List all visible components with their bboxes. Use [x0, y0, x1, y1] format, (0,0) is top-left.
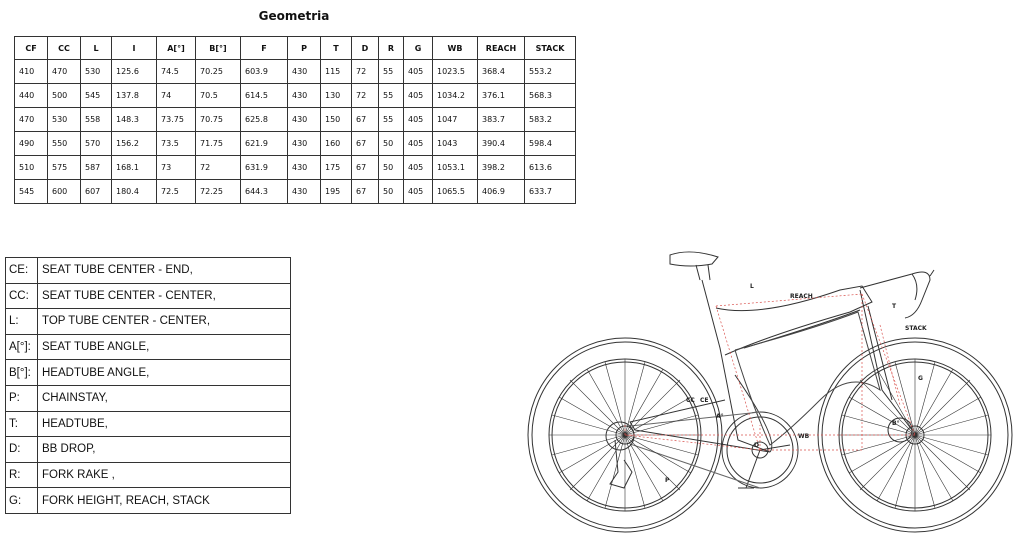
table-cell: 55 [379, 108, 404, 132]
table-cell: 1053.1 [433, 156, 478, 180]
column-header: G [404, 37, 433, 60]
table-cell: 568.3 [525, 84, 576, 108]
table-cell: 72.25 [196, 180, 241, 204]
table-cell: 72 [196, 156, 241, 180]
label-a: A° [716, 413, 724, 420]
table-cell: 55 [379, 60, 404, 84]
legend-row [6, 437, 291, 463]
table-cell: 383.7 [478, 108, 525, 132]
column-header: STACK [525, 37, 576, 60]
table-cell: 440 [15, 84, 48, 108]
legend-row [6, 258, 291, 284]
legend-description: SEAT TUBE ANGLE, [38, 334, 291, 360]
table-cell: 50 [379, 156, 404, 180]
table-cell: 72.5 [157, 180, 196, 204]
table-cell: 74.5 [157, 60, 196, 84]
table-cell: 195 [321, 180, 352, 204]
table-cell: 71.75 [196, 132, 241, 156]
table-cell: 600 [48, 180, 81, 204]
table-cell: 631.9 [241, 156, 288, 180]
legend-code: L: [6, 309, 38, 335]
table-cell: 430 [288, 156, 321, 180]
label-d: D [754, 442, 759, 449]
table-cell: 125.6 [112, 60, 157, 84]
table-cell: 625.8 [241, 108, 288, 132]
table-cell: 70.75 [196, 108, 241, 132]
legend-row [6, 360, 291, 386]
legend-row [6, 411, 291, 437]
table-cell: 67 [352, 180, 379, 204]
label-ce: CE [700, 397, 709, 404]
column-header: R [379, 37, 404, 60]
table-cell: 73.5 [157, 132, 196, 156]
table-cell: 405 [404, 108, 433, 132]
table-cell: 67 [352, 132, 379, 156]
table-cell: 72 [352, 60, 379, 84]
legend-code: A[°]: [6, 334, 38, 360]
legend-row [6, 283, 291, 309]
legend-row [6, 385, 291, 411]
table-cell: 410 [15, 60, 48, 84]
table-cell: 621.9 [241, 132, 288, 156]
table-cell: 55 [379, 84, 404, 108]
legend-code: CC: [6, 283, 38, 309]
table-row [15, 108, 576, 132]
table-row [15, 132, 576, 156]
table-cell: 545 [81, 84, 112, 108]
geometry-table-body [15, 60, 576, 204]
legend-description: HEADTUBE, [38, 411, 291, 437]
legend-description: BB DROP, [38, 437, 291, 463]
table-cell: 598.4 [525, 132, 576, 156]
column-header: WB [433, 37, 478, 60]
table-cell: 550 [48, 132, 81, 156]
table-cell: 530 [48, 108, 81, 132]
handlebar [860, 270, 934, 318]
table-cell: 607 [81, 180, 112, 204]
table-cell: 470 [48, 60, 81, 84]
table-cell: 545 [15, 180, 48, 204]
legend-description: HEADTUBE ANGLE, [38, 360, 291, 386]
legend-description: FORK RAKE , [38, 462, 291, 488]
table-cell: 430 [288, 132, 321, 156]
legend-row [6, 334, 291, 360]
table-cell: 160 [321, 132, 352, 156]
table-cell: 137.8 [112, 84, 157, 108]
column-header: P [288, 37, 321, 60]
table-cell: 644.3 [241, 180, 288, 204]
legend-description: FORK HEIGHT, REACH, STACK [38, 488, 291, 514]
table-cell: 67 [352, 108, 379, 132]
dimension-lines [625, 294, 915, 450]
label-g: G [918, 375, 923, 382]
label-p: P [665, 477, 670, 484]
column-header: A[°] [157, 37, 196, 60]
column-header: B[°] [196, 37, 241, 60]
legend-code: T: [6, 411, 38, 437]
table-cell: 70.25 [196, 60, 241, 84]
table-cell: 570 [81, 132, 112, 156]
table-cell: 376.1 [478, 84, 525, 108]
label-t: T [892, 303, 897, 310]
legend-code: D: [6, 437, 38, 463]
table-cell: 1047 [433, 108, 478, 132]
column-header: L [81, 37, 112, 60]
table-cell: 490 [15, 132, 48, 156]
table-row [15, 156, 576, 180]
table-cell: 583.2 [525, 108, 576, 132]
table-cell: 130 [321, 84, 352, 108]
legend-code: B[°]: [6, 360, 38, 386]
table-cell: 168.1 [112, 156, 157, 180]
label-wb: WB [798, 433, 810, 440]
table-cell: 50 [379, 180, 404, 204]
table-cell: 558 [81, 108, 112, 132]
legend-description: SEAT TUBE CENTER - END, [38, 258, 291, 284]
column-header: T [321, 37, 352, 60]
table-cell: 575 [48, 156, 81, 180]
table-cell: 368.4 [478, 60, 525, 84]
table-cell: 430 [288, 108, 321, 132]
table-cell: 73.75 [157, 108, 196, 132]
legend-code: CE: [6, 258, 38, 284]
page-title: Geometria [258, 9, 330, 23]
table-cell: 156.2 [112, 132, 157, 156]
column-header: REACH [478, 37, 525, 60]
label-stack: STACK [905, 325, 927, 332]
legend-row [6, 309, 291, 335]
table-cell: 633.7 [525, 180, 576, 204]
table-cell: 390.4 [478, 132, 525, 156]
legend-code: R: [6, 462, 38, 488]
table-cell: 614.5 [241, 84, 288, 108]
geometry-header-row [15, 37, 576, 60]
label-cc: CC [686, 397, 695, 404]
table-cell: 1023.5 [433, 60, 478, 84]
column-header: I [112, 37, 157, 60]
column-header: CF [15, 37, 48, 60]
table-cell: 74 [157, 84, 196, 108]
legend-code: P: [6, 385, 38, 411]
table-cell: 587 [81, 156, 112, 180]
table-cell: 180.4 [112, 180, 157, 204]
table-cell: 430 [288, 180, 321, 204]
table-cell: 1065.5 [433, 180, 478, 204]
table-cell: 430 [288, 60, 321, 84]
table-cell: 150 [321, 108, 352, 132]
geometry-table [14, 36, 576, 204]
table-cell: 500 [48, 84, 81, 108]
legend-code: G: [6, 488, 38, 514]
table-row [15, 60, 576, 84]
frame-outline [630, 280, 912, 452]
legend-table [5, 257, 291, 514]
table-cell: 613.6 [525, 156, 576, 180]
table-cell: 1034.2 [433, 84, 478, 108]
column-header: D [352, 37, 379, 60]
column-header: F [241, 37, 288, 60]
table-row [15, 84, 576, 108]
table-cell: 405 [404, 180, 433, 204]
label-L: L [750, 283, 754, 290]
column-header: CC [48, 37, 81, 60]
table-cell: 406.9 [478, 180, 525, 204]
table-cell: 175 [321, 156, 352, 180]
legend-description: TOP TUBE CENTER - CENTER, [38, 309, 291, 335]
table-row [15, 180, 576, 204]
table-cell: 405 [404, 132, 433, 156]
table-cell: 148.3 [112, 108, 157, 132]
table-cell: 405 [404, 156, 433, 180]
legend-row [6, 488, 291, 514]
table-cell: 553.2 [525, 60, 576, 84]
table-cell: 510 [15, 156, 48, 180]
table-cell: 67 [352, 156, 379, 180]
saddle [670, 252, 718, 280]
legend-description: CHAINSTAY, [38, 385, 291, 411]
table-cell: 115 [321, 60, 352, 84]
table-cell: 398.2 [478, 156, 525, 180]
table-cell: 405 [404, 84, 433, 108]
bike-geometry-diagram [520, 240, 1020, 540]
table-cell: 70.5 [196, 84, 241, 108]
table-cell: 530 [81, 60, 112, 84]
table-cell: 1043 [433, 132, 478, 156]
table-cell: 72 [352, 84, 379, 108]
legend-row [6, 462, 291, 488]
table-cell: 603.9 [241, 60, 288, 84]
legend-description: SEAT TUBE CENTER - CENTER, [38, 283, 291, 309]
table-cell: 430 [288, 84, 321, 108]
table-cell: 50 [379, 132, 404, 156]
table-cell: 73 [157, 156, 196, 180]
table-cell: 405 [404, 60, 433, 84]
table-cell: 470 [15, 108, 48, 132]
label-reach: REACH [790, 293, 813, 300]
label-b: B° [892, 420, 900, 427]
